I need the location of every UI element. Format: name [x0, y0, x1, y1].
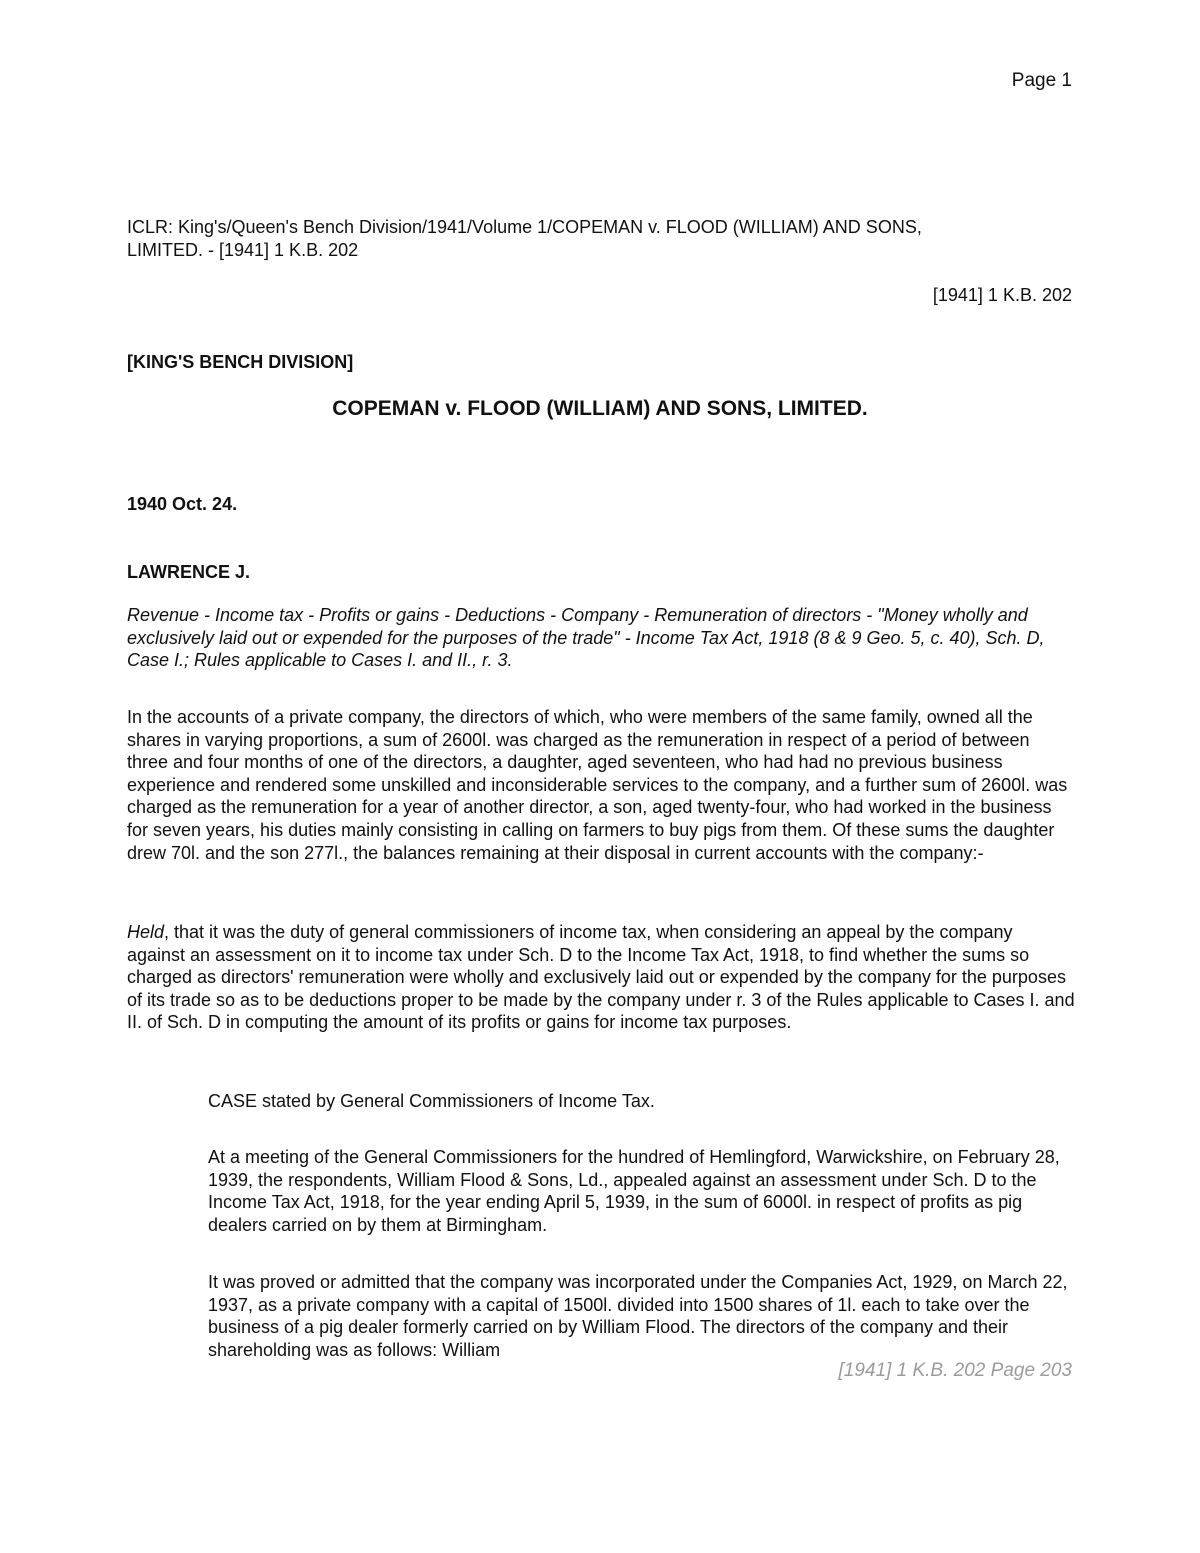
citation-line-2: LIMITED. - [1941] 1 K.B. 202 — [127, 239, 359, 260]
proved-paragraph: It was proved or admitted that the company was incorporated under the Companies Act, 1929, on March 22, 1937, as a private company with a capital of 1500l. divided into 1500 shares of 1l. each to take over the business of a pig dealer formerly carried on by William Flood. The directors of the company and their shareholding was as follows: William — [208, 1272, 1068, 1360]
held-label: Held — [127, 922, 165, 942]
held-text: , that it was the duty of general commissioners of income tax, when considering an appeal by the company against an assessment on it to income tax under Sch. D to the Income Tax Act, 1918, to find whether the sums so charged as directors' remuneration were wholly and exclusively laid out or expended by the company for the purposes of its trade so as to be deductions proper to be made by the company under r. 3 of the Rules applicable to Cases I. and II. of Sch. D in computing the amount of its profits or gains for income tax purposes. — [127, 922, 1075, 1033]
page-marker: [1941] 1 K.B. 202 Page 203 — [838, 1360, 1072, 1381]
case-stated-paragraph: CASE stated by General Commissioners of Income Tax. — [208, 1091, 655, 1111]
citation-line-1: ICLR: King's/Queen's Bench Division/1941/Volume 1/COPEMAN v. FLOOD (WILLIAM) AND SONS, — [127, 217, 922, 237]
citation-header — [127, 216, 1027, 261]
catchwords-paragraph: Revenue - Income tax - Profits or gains - Deductions - Company - Remuneration of directors - "Money wholly and exclusively laid out or expended for the purposes of the trade" - Income Tax Act, 1918 (8 & 9 Geo. 5, c. 40), Sch. D, Case I.; Rules applicable to Cases I. and II., r. 3. — [127, 605, 1045, 671]
page-number: Page 1 — [1011, 70, 1072, 91]
court-division: [KING'S BENCH DIVISION] — [127, 352, 354, 372]
hearing-date: 1940 Oct. 24. — [127, 494, 238, 514]
held-paragraph — [127, 921, 1075, 1034]
facts-summary-paragraph: In the accounts of a private company, the directors of which, who were members of the same family, owned all the shares in varying proportions, a sum of 2600l. was charged as the remuneration in respect of a period of between three and four months of one of the directors, a daughter, aged seventeen, who had had no previous business experience and rendered some unskilled and inconsiderable services to the company, and a further sum of 2600l. was charged as the remuneration for a year of another director, a son, aged twenty-four, who had worked in the business for seven years, his duties mainly consisting in calling on farmers to buy pigs from them. Of these sums the daughter drew 70l. and the son 277l., the balances remaining at their disposal in current accounts with the company:- — [127, 707, 1068, 863]
judge-name: LAWRENCE J. — [127, 562, 251, 582]
case-title: COPEMAN v. FLOOD (WILLIAM) AND SONS, LIMITED. — [332, 397, 868, 420]
report-reference: [1941] 1 K.B. 202 — [932, 285, 1072, 305]
meeting-paragraph: At a meeting of the General Commissioners for the hundred of Hemlingford, Warwickshire, on February 28, 1939, the respondents, William Flood & Sons, Ld., appealed against an assessment under Sch. D to the Income Tax Act, 1918, for the year ending April 5, 1939, in the sum of 6000l. in respect of profits as pig dealers carried on by them at Birmingham. — [208, 1147, 1060, 1235]
